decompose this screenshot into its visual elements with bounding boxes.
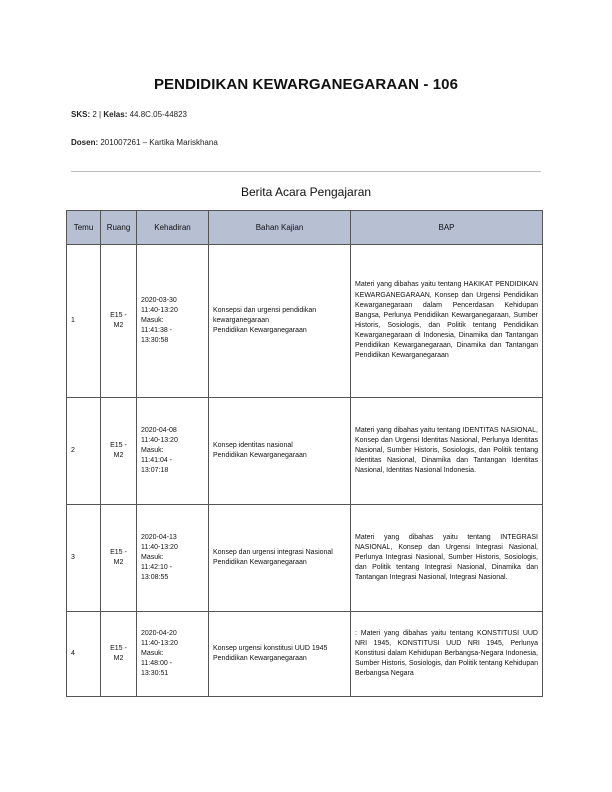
subject-text: Pendidikan Kewarganegaraan xyxy=(213,655,307,662)
cell-bahan-kajian xyxy=(209,398,351,505)
cell-kehadiran xyxy=(137,245,209,398)
kelas-value: 44.8C.05-44823 xyxy=(129,110,187,119)
attendance-out: 13:07:18 xyxy=(141,467,169,475)
attendance-in: 11:48:00 - xyxy=(141,660,173,668)
kelas-label: Kelas: xyxy=(103,110,128,119)
header-temu: Temu xyxy=(67,211,101,245)
sks-label: SKS: xyxy=(71,110,91,119)
cell-bap: Materi yang dibahas yaitu tentang IDENTITAS NASIONAL, Konsep dan Urgensi Identitas Nasional, Perlunya Identitas Nasional, Sumber Historis, Sosiologis, dan Politik tentang Identitas Nasional, Dinamika dan Tantangan Identitas Nasional, Identitas Nasional Indonesia. xyxy=(351,398,543,505)
table-header-row xyxy=(67,211,543,245)
page-title: PENDIDIKAN KEWARGANEGARAAN - 106 xyxy=(153,76,459,93)
meta-separator: | xyxy=(99,110,102,119)
section-title: Berita Acara Pengajaran xyxy=(240,185,372,199)
header-kehadiran: Kehadiran xyxy=(137,211,209,245)
attendance-schedule: 11:40-13:20 xyxy=(141,306,178,314)
sks-value: 2 xyxy=(92,110,97,119)
attendance-out: 13:30:51 xyxy=(141,670,169,678)
cell-bahan-kajian xyxy=(209,612,351,697)
table-row xyxy=(67,505,543,612)
attendance-schedule: 11:40-13:20 xyxy=(141,543,178,551)
attendance-in: 11:41:04 - xyxy=(141,457,173,465)
cell-bap: Materi yang dibahas yaitu tentang INTEGRASI NASIONAL, Konsep dan Urgensi Integrasi Nasional, Perlunya Integrasi Nasional, Sumber Historis, Sosiologis, dan Politik tentang Integrasi Nasional, Dinamika dan Tantangan Integrasi Nasional, Integrasi Nasional. xyxy=(351,505,543,612)
teaching-record-table xyxy=(66,210,543,697)
attendance-date: 2020-04-08 xyxy=(141,426,177,434)
attendance-date: 2020-04-20 xyxy=(141,629,177,637)
cell-bap: : Materi yang dibahas yaitu tentang KONSTITUSI UUD NRI 1945, KONSTITUSI UUD NRI 1945, Perlunya Konstitusi dalam Kehidupan Berbangsa-Negara Indonesia, Sumber Historis, Sosiologis, dan Politik tentang Kehidupan Berbangsa Negara xyxy=(351,612,543,697)
attendance-label: Masuk: xyxy=(141,649,164,657)
cell-temu: 1 xyxy=(67,245,101,398)
table-row xyxy=(67,398,543,505)
attendance-schedule: 11:40-13:20 xyxy=(141,639,178,647)
dosen-value: 201007261 – Kartika Mariskhana xyxy=(100,138,218,147)
cell-temu: 2 xyxy=(67,398,101,505)
attendance-label: Masuk: xyxy=(141,316,164,324)
dosen-label: Dosen: xyxy=(71,138,99,147)
attendance-label: Masuk: xyxy=(141,446,164,454)
attendance-in: 11:41:38 - xyxy=(141,327,173,335)
header-bahan-kajian: Bahan Kajian xyxy=(209,211,351,245)
attendance-schedule: 11:40-13:20 xyxy=(141,436,178,444)
cell-bap: Materi yang dibahas yaitu tentang HAKIKAT PENDIDIKAN KEWARGANEGARAAN, Konsep dan Urgensi Pendidikan Kewarganegaraan dalam Pencerdasan Kehidupan Bangsa, Perlunya Pendidikan Kewarganegaraan, Sumber Historis, Sosiologis, dan Politik tentang Pendidikan Kewarganegaraan di Indonesia, Dinamika dan Tantangan Pendidikan Kewarganegaraan, Dinamika dan Tantangan Pendidikan Kewarganegaraan xyxy=(351,245,543,398)
cell-temu: 3 xyxy=(67,505,101,612)
cell-kehadiran xyxy=(137,398,209,505)
cell-kehadiran xyxy=(137,505,209,612)
topic-text: Konsep urgensi konstitusi UUD 1945 xyxy=(213,644,328,652)
attendance-out: 13:08:55 xyxy=(141,574,169,582)
cell-ruang: E15 - M2 xyxy=(101,398,137,505)
cell-bahan-kajian xyxy=(209,505,351,612)
lecturer-meta xyxy=(71,138,218,147)
cell-ruang: E15 - M2 xyxy=(101,505,137,612)
cell-bahan-kajian xyxy=(209,245,351,398)
attendance-in: 11:42:10 - xyxy=(141,564,173,572)
topic-text: Konsep dan urgensi integrasi Nasional xyxy=(213,548,333,556)
subject-text: Pendidikan Kewarganegaraan xyxy=(213,327,307,335)
attendance-label: Masuk: xyxy=(141,553,164,561)
cell-kehadiran xyxy=(137,612,209,697)
topic-text: Konsepsi dan urgensi pendidikan kewarganegaraan xyxy=(213,306,317,324)
cell-ruang: E15 - M2 xyxy=(101,245,137,398)
subject-text: Pendidikan Kewarganegaraan xyxy=(213,559,307,566)
course-meta xyxy=(71,110,187,119)
header-ruang: Ruang xyxy=(101,211,137,245)
divider xyxy=(71,171,541,172)
topic-text: Konsep identitas nasional xyxy=(213,441,293,449)
table-row xyxy=(67,612,543,697)
attendance-date: 2020-04-13 xyxy=(141,533,177,541)
header-bap: BAP xyxy=(351,211,543,245)
attendance-date: 2020-03-30 xyxy=(141,296,177,304)
attendance-out: 13:30:58 xyxy=(141,337,169,345)
cell-temu: 4 xyxy=(67,612,101,697)
table-row xyxy=(67,245,543,398)
subject-text: Pendidikan Kewarganegaraan xyxy=(213,452,307,459)
cell-ruang: E15 - M2 xyxy=(101,612,137,697)
